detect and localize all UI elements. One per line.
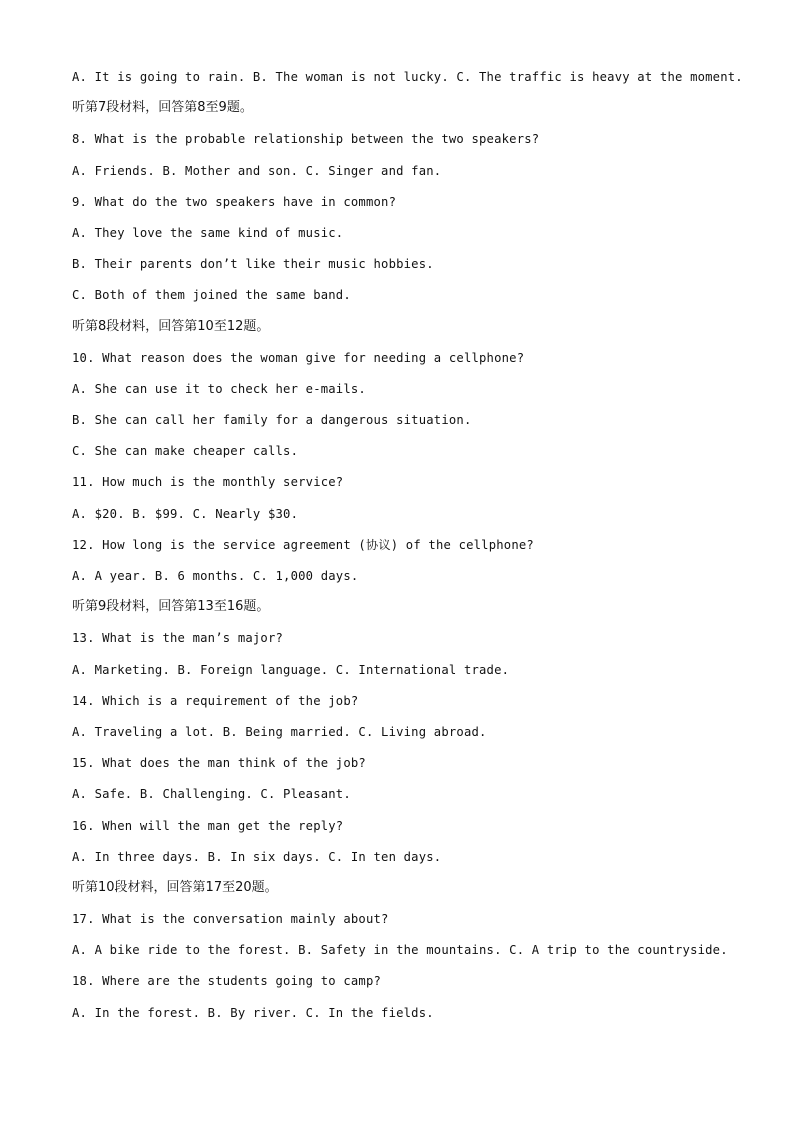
question-13: 13. What is the man’s major?: [72, 631, 284, 646]
section-heading-10: 听第10段材料，回答第17至20题。: [72, 879, 278, 895]
answer-options-7: A. It is going to rain. B. The woman is not lucky. C. The traffic is heavy at the moment.: [72, 70, 743, 84]
question-8: 8. What is the probable relationship between the two speakers?: [72, 132, 540, 147]
answer-options-13: A. Marketing. B. Foreign language. C. International trade.: [72, 662, 510, 677]
question-18: 18. Where are the students going to camp?: [72, 974, 382, 989]
section-heading-8: 听第8段材料，回答第10至12题。: [72, 318, 270, 334]
answer-options-14: A. Traveling a lot. B. Being married. C. Living abroad.: [72, 724, 487, 739]
document-page: [72, 66, 772, 1033]
section-heading-7: 听第7段材料，回答第8至9题。: [72, 100, 253, 116]
question-11: 11. How much is the monthly service?: [72, 475, 344, 490]
question-17: 17. What is the conversation mainly about?: [72, 912, 389, 927]
answer-option-10a: A. She can use it to check her e-mails.: [72, 381, 366, 396]
answer-option-9a: A. They love the same kind of music.: [72, 225, 344, 240]
question-14: 14. Which is a requirement of the job?: [72, 693, 359, 708]
question-9: 9. What do the two speakers have in common?: [72, 194, 397, 209]
answer-options-17: A. A bike ride to the forest. B. Safety in the mountains. C. A trip to the countryside.: [72, 943, 728, 958]
question-10: 10. What reason does the woman give for needing a cellphone?: [72, 350, 525, 365]
answer-options-15: A. Safe. B. Challenging. C. Pleasant.: [72, 787, 351, 802]
section-heading-9: 听第9段材料，回答第13至16题。: [72, 599, 270, 615]
answer-option-9b: B. Their parents don’t like their music hobbies.: [72, 257, 434, 272]
question-16: 16. When will the man get the reply?: [72, 818, 344, 833]
answer-options-12: A. A year. B. 6 months. C. 1,000 days.: [72, 569, 359, 583]
answer-option-10b: B. She can call her family for a dangerous situation.: [72, 413, 472, 428]
answer-option-10c: C. She can make cheaper calls.: [72, 444, 299, 459]
answer-options-11: A. $20. B. $99. C. Nearly $30.: [72, 506, 299, 521]
answer-options-18: A. In the forest. B. By river. C. In the fields.: [72, 1005, 434, 1020]
answer-option-9c: C. Both of them joined the same band.: [72, 288, 351, 303]
answer-options-8: A. Friends. B. Mother and son. C. Singer and fan.: [72, 163, 442, 178]
question-15: 15. What does the man think of the job?: [72, 756, 366, 771]
answer-options-16: A. In three days. B. In six days. C. In ten days.: [72, 849, 442, 864]
question-12: 12. How long is the service agreement (协议) of the cellphone?: [72, 537, 534, 552]
